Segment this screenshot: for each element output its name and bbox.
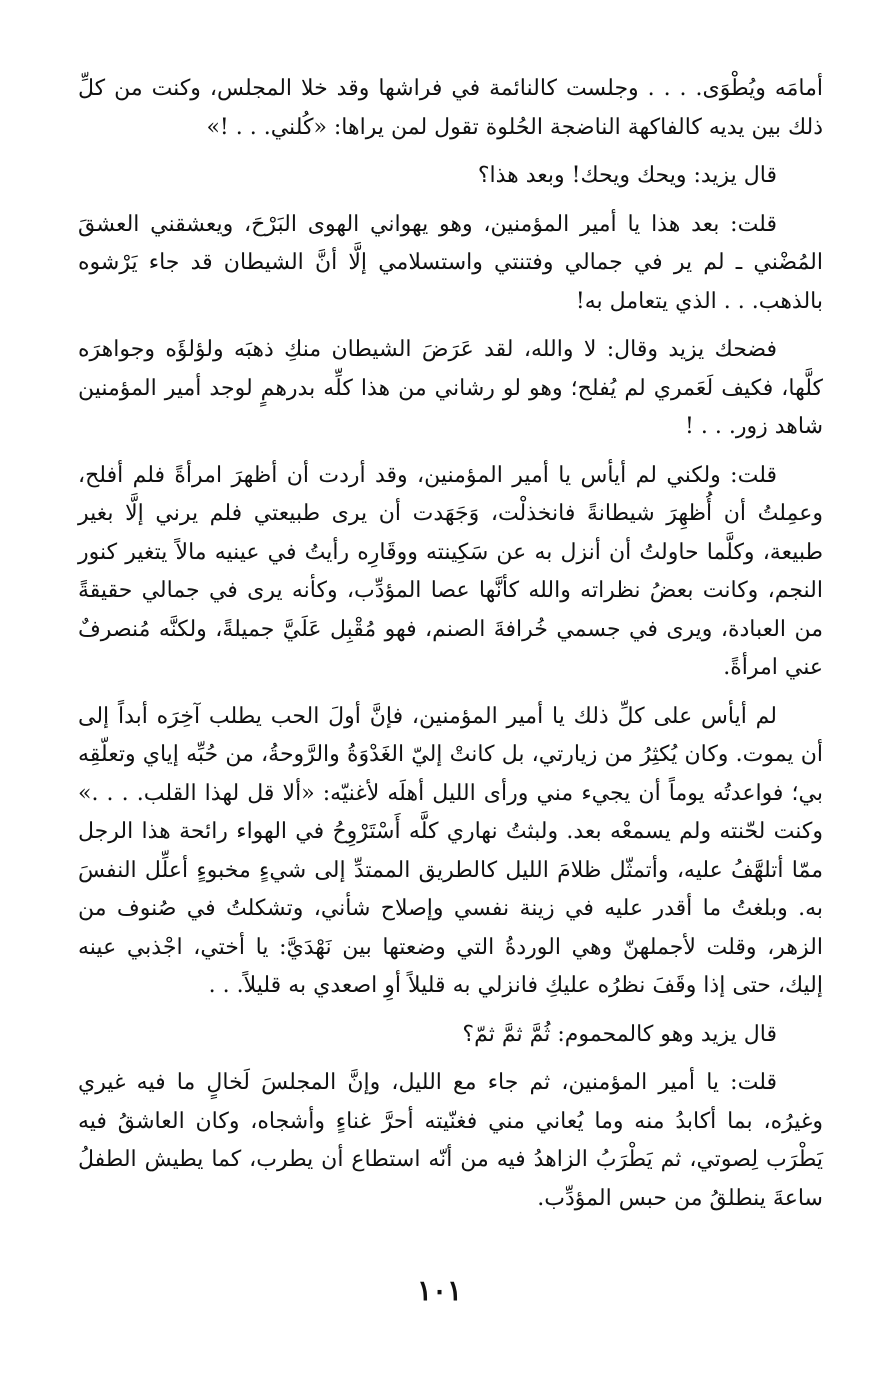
paragraph-1: أمامَه ويُطْوَى. . . . وجلست كالنائمة في فراشها وقد خلا المجلس، وكنت من كلِّ ذلك بين يديه كالفاكهة الناضجة الحُلوة تقول لمن يراها: «كُلني. . . !» bbox=[78, 76, 823, 140]
paragraph-2: قال يزيد: ويحك ويحك! وبعد هذا؟ bbox=[477, 163, 777, 188]
paragraph-6: لم أيأس على كلِّ ذلك يا أمير المؤمنين، فإنَّ أولَ الحب يطلب آخِرَه أبداً إلى أن يموت. وكان يُكثِرُ من زيارتي، بل كانتْ إليّ الغَدْوَةُ والرَّوحةُ، من حُبِّه إياي وتعلّقِه بي؛ فواعدتُه يوماً أن يجيء مني ورأى الليل أهلَه لأغنيّه: «ألا قل لهذا القلب. . . .» وكنت لحّنته ولم يسمعْه بعد. ولبثتُ نهاري كلَّه أَسْتَرْوِحُ في الهواء رائحة هذا الرجل ممّا أتلهَّفُ عليه، وأتمثّل ظلامَ الليل كالطريق الممتدِّ إلى شيءٍ مخبوءٍ أعلِّل النفسَ به. وبلغتُ ما أقدر عليه في زينة نفسي وإصلاح شأني، وتشكلتُ في صُنوف من الزهر، وقلت لأجملهنّ وهي الوردةُ التي وضعتها بين نَهْدَيَّ: يا أختي، اجْذبي عينه إليك، حتى إذا وقَفَ نظرُه عليكِ فانزلي به قليلاً أوِ اصعدي به قليلاً. . . bbox=[78, 703, 823, 998]
paragraph-8: قلت: يا أمير المؤمنين، ثم جاء مع الليل، وإنَّ المجلسَ لَخالٍ ما فيه غيري وغيرُه، بما أكابدُ منه وما يُعاني مني فغنّيته أحرَّ غناءٍ وأشجاه، وكان العاشقُ فيه يَطْرَب لِصوتي، ثم يَطْرَبُ الزاهدُ فيه من أنّه استطاع أن يطرب، كما يطيش الطفلُ ساعةَ ينطلقُ من حبس المؤدِّب. bbox=[78, 1070, 823, 1211]
paragraph-5: قلت: ولكني لم أيأس يا أمير المؤمنين، وقد أردت أن أظهرَ امرأةً فلم أفلح، وعمِلتُ أن أُظهِرَ شيطانةً فانخذلْت، وَجَهَدت أن يرى طبيعتي فلم يرني إلَّا بغير طبيعة، وكلَّما حاولتُ أن أنزل به عن سَكِينته ووقَارِه رأيتُ في عينيه مالاً يتغير كنور النجم، وكانت بعضُ نظراته والله كأنَّها عصا المؤدِّب، وكأنه يرى في جمالي حقيقةً من العبادة، ويرى في جسمي خُرافةَ الصنم، فهو مُقْبِل عَلَيَّ جميلةً، ولكنَّه مُنصرفٌ عني امرأةً. bbox=[78, 462, 823, 680]
paragraph-7: قال يزيد وهو كالمحموم: ثُمَّ ثمَّ ثمّ؟ bbox=[462, 1021, 777, 1047]
paragraph-3: قلت: بعد هذا يا أمير المؤمنين، وهو يهواني الهوى البَرْحَ، ويعشقني العشقَ المُضْني ـ لم ير في جمالي وفتنتي واستسلامي إلَّا أنَّ الشيطان قد جاء يَرْشوه بالذهب. . . الذي يتعامل به! bbox=[78, 211, 823, 314]
book-page-body bbox=[78, 70, 823, 1218]
paragraph-4: فضحك يزيد وقال: لا والله، لقد عَرَضَ الشيطان منكِ ذهبَه ولؤلؤَه وجواهرَه كلَّها، فكيف لَعَمري لم يُفلح؛ وهو لو رشاني من هذا كلِّه بدرهمٍ لوجد أمير المؤمنين شاهد زور. . . ! bbox=[78, 337, 823, 439]
page-number: ١٠١ bbox=[416, 1274, 463, 1307]
